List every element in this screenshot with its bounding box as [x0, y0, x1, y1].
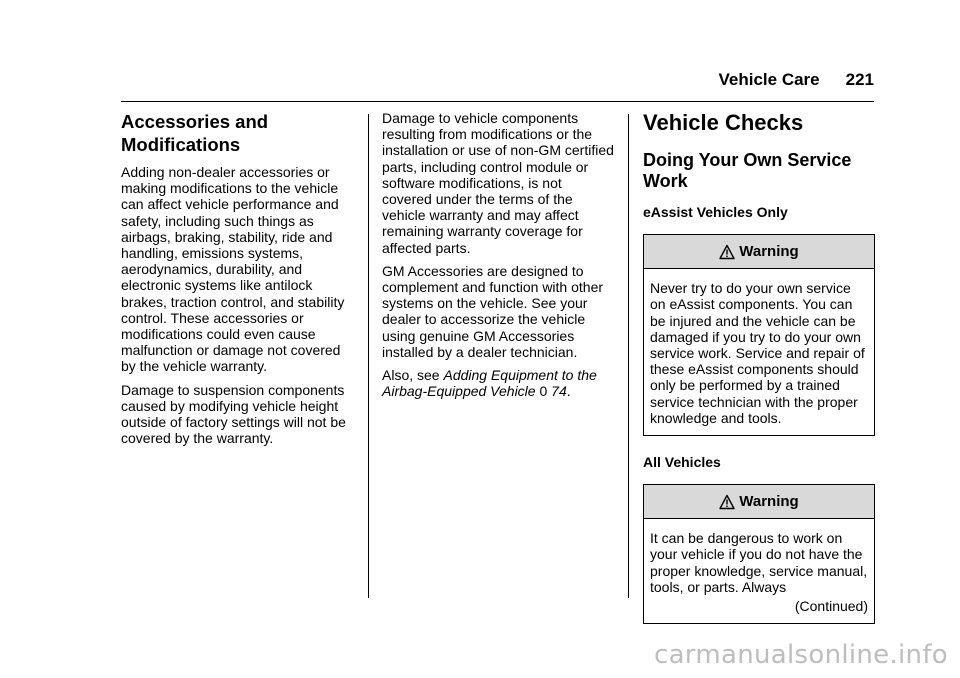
section-heading-accessories: Accessories and Modifications	[121, 111, 269, 155]
column-divider-2	[628, 114, 629, 598]
paragraph: Damage to suspension components caused by modifying vehicle height outside of factory settings will not be covered by the warranty.	[121, 381, 346, 447]
page-header	[719, 70, 875, 90]
paragraph: Adding non-dealer accessories or making modifications to the vehicle can affect vehicle performance and safety, including such things as airbags, braking, stability, ride and handling, emissions systems, aerodynamics, durability, and electronic systems like antilock brakes, traction control, and stability control. These accessories or modifications could even cause malfunction or damage not covered by the vehicle warranty.	[121, 164, 345, 375]
header-rule	[121, 101, 874, 102]
warning-title: Warning	[739, 242, 799, 260]
page-ref-arrow: 0	[539, 383, 548, 400]
column-2	[382, 110, 614, 406]
warning-box-all-vehicles	[643, 484, 875, 624]
column-divider-1	[368, 114, 369, 598]
warning-title: Warning	[739, 492, 799, 510]
cross-reference-link[interactable]: Adding Equipment to the Airbag-Equipped Vehicle	[382, 367, 597, 400]
warning-header	[644, 485, 874, 519]
subsection-heading: Doing Your Own Service Work	[643, 150, 852, 191]
warning-text: It can be dangerous to work on your vehicle if you do not have the proper knowledge, service manual, tools, or parts. Always	[650, 530, 868, 595]
page-number: 221	[845, 70, 874, 89]
watermark: carmanualsonline.info	[653, 640, 948, 670]
paragraph: GM Accessories are designed to complement and function with other systems on the vehicle. See your dealer to accessorize the vehicle using genuine GM Accessories installed by a dealer technician.	[382, 262, 604, 360]
column-3	[643, 110, 875, 642]
label-eassist: eAssist Vehicles Only	[643, 204, 788, 220]
warning-body	[644, 519, 874, 623]
warning-icon	[719, 244, 735, 260]
also-see-paragraph	[382, 367, 614, 399]
paragraph: Damage to vehicle components resulting from modifications or the installation or use of non-GM certified parts, including control module or software modifications, is not covered under the terms of the vehicle warranty and may affect remaining warranty coverage for affected parts.	[382, 110, 614, 256]
also-see-prefix: Also, see	[382, 367, 444, 384]
column-1	[121, 110, 356, 453]
warning-header	[644, 235, 874, 269]
header-section-title: Vehicle Care	[718, 70, 820, 89]
also-see-suffix: .	[566, 383, 571, 400]
warning-box-eassist	[643, 234, 875, 436]
label-all-vehicles: All Vehicles	[643, 454, 721, 471]
page-ref-number[interactable]: 74	[551, 383, 567, 400]
warning-icon	[719, 494, 735, 510]
continued-label: (Continued)	[794, 598, 868, 615]
chapter-title: Vehicle Checks	[643, 110, 804, 135]
warning-body: Never try to do your own service on eAssist components. You can be injured and the vehicle can be damaged if you try to do your own service work. Service and repair of these eAssist components should only be performed by a trained service technician with the proper knowledge and tools.	[650, 280, 865, 426]
